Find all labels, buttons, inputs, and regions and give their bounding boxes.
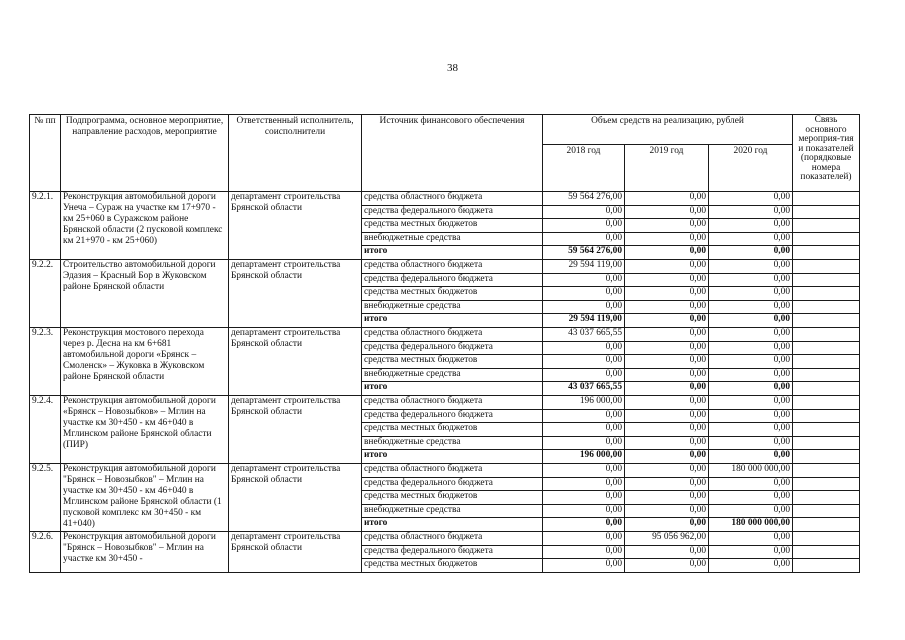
indicator-link — [793, 260, 860, 274]
table-row — [30, 260, 860, 274]
amount-2019: 0,00 — [625, 246, 709, 260]
indicator-link — [793, 464, 860, 478]
amount-2018: 43 037 665,55 — [543, 328, 625, 342]
amount-2018: 0,00 — [543, 518, 625, 532]
amount-2019: 0,00 — [625, 260, 709, 274]
amount-2019: 0,00 — [625, 274, 709, 287]
activity-name: Строительство автомобильной дороги Эдазия – Красный Бор в Жуковском районе Брянской области — [61, 260, 229, 328]
amount-2019: 0,00 — [625, 410, 709, 423]
amount-2019: 0,00 — [625, 437, 709, 450]
amount-2020: 0,00 — [709, 437, 793, 450]
indicator-link — [793, 355, 860, 369]
amount-2019: 0,00 — [625, 206, 709, 219]
amount-2020: 0,00 — [709, 192, 793, 206]
amount-2020: 0,00 — [709, 219, 793, 233]
amount-2018: 29 594 119,00 — [543, 314, 625, 328]
indicator-link — [793, 287, 860, 301]
amount-2020: 0,00 — [709, 423, 793, 437]
activity-name: Реконструкция мостового перехода через р. Десна на км 6+681 автомобильной дороги «Брянск – Смоленск» – Жуковка в Жуковском районе Брянской области — [61, 328, 229, 396]
row-number: 9.2.6. — [30, 532, 61, 573]
activity-name: Реконструкция автомобильной дороги «Брянск – Новозыбков» – Мглин на участке км 30+450 - км 46+040 в Мглинском районе Брянской области (ПИР) — [61, 396, 229, 464]
amount-2018: 0,00 — [543, 274, 625, 287]
amount-2019: 0,00 — [625, 478, 709, 491]
funding-source: средства областного бюджета — [362, 396, 543, 410]
table-row — [30, 328, 860, 342]
amount-2020: 0,00 — [709, 328, 793, 342]
indicator-link — [793, 192, 860, 206]
amount-2019: 0,00 — [625, 505, 709, 518]
funding-source: внебюджетные средства — [362, 369, 543, 382]
amount-2018: 196 000,00 — [543, 450, 625, 464]
amount-2020: 0,00 — [709, 396, 793, 410]
header-program: Подпрограмма, основное мероприятие, направление расходов, мероприятие — [61, 115, 229, 192]
amount-2019: 0,00 — [625, 546, 709, 559]
amount-2020: 0,00 — [709, 260, 793, 274]
executor: департамент строительства Брянской области — [229, 532, 362, 573]
activity-name: Реконструкция автомобильной дороги "Брянск – Новозыбков" – Мглин на участке км 30+450 - км 46+040 в Мглинском районе Брянской области (1 пусковой комплекс км 30+450 - км 41+040) — [61, 464, 229, 532]
amount-2020: 0,00 — [709, 274, 793, 287]
funding-source: средства федерального бюджета — [362, 206, 543, 219]
header-executor: Ответственный исполнитель, соисполнители — [229, 115, 362, 192]
amount-2020: 0,00 — [709, 233, 793, 246]
amount-2019: 0,00 — [625, 314, 709, 328]
funding-source: средства областного бюджета — [362, 532, 543, 546]
indicator-link — [793, 328, 860, 342]
amount-2020: 0,00 — [709, 342, 793, 355]
amount-2018: 0,00 — [543, 410, 625, 423]
indicator-link — [793, 369, 860, 382]
amount-2018: 0,00 — [543, 532, 625, 546]
amount-2018: 59 564 276,00 — [543, 192, 625, 206]
indicator-link — [793, 246, 860, 260]
indicator-link — [793, 423, 860, 437]
amount-2018: 0,00 — [543, 369, 625, 382]
budget-table — [29, 114, 860, 573]
total-label: итого — [362, 450, 543, 464]
amount-2019: 0,00 — [625, 192, 709, 206]
header-volume: Объем средств на реализацию, рублей — [543, 115, 793, 145]
amount-2019: 0,00 — [625, 491, 709, 505]
indicator-link — [793, 410, 860, 423]
amount-2018: 59 564 276,00 — [543, 246, 625, 260]
amount-2019: 0,00 — [625, 328, 709, 342]
amount-2018: 0,00 — [543, 491, 625, 505]
amount-2020: 0,00 — [709, 546, 793, 559]
funding-source: средства федерального бюджета — [362, 342, 543, 355]
funding-source: внебюджетные средства — [362, 505, 543, 518]
row-number: 9.2.4. — [30, 396, 61, 464]
amount-2019: 95 056 962,00 — [625, 532, 709, 546]
amount-2018: 29 594 119,00 — [543, 260, 625, 274]
header-source: Источник финансового обеспечения — [362, 115, 543, 192]
page-number: 38 — [447, 62, 458, 74]
total-label: итого — [362, 246, 543, 260]
total-label: итого — [362, 518, 543, 532]
row-number: 9.2.2. — [30, 260, 61, 328]
amount-2020: 180 000 000,00 — [709, 464, 793, 478]
amount-2018: 0,00 — [543, 478, 625, 491]
indicator-link — [793, 301, 860, 314]
executor: департамент строительства Брянской области — [229, 464, 362, 532]
amount-2019: 0,00 — [625, 355, 709, 369]
header-year-2018: 2018 год — [543, 145, 625, 192]
funding-source: средства федерального бюджета — [362, 478, 543, 491]
amount-2019: 0,00 — [625, 423, 709, 437]
funding-source: средства областного бюджета — [362, 328, 543, 342]
amount-2018: 0,00 — [543, 437, 625, 450]
funding-source: средства местных бюджетов — [362, 559, 543, 573]
table-row — [30, 192, 860, 206]
funding-source: средства областного бюджета — [362, 260, 543, 274]
amount-2019: 0,00 — [625, 450, 709, 464]
amount-2019: 0,00 — [625, 396, 709, 410]
funding-source: средства местных бюджетов — [362, 219, 543, 233]
amount-2020: 0,00 — [709, 206, 793, 219]
amount-2019: 0,00 — [625, 219, 709, 233]
amount-2020: 0,00 — [709, 314, 793, 328]
indicator-link — [793, 518, 860, 532]
amount-2018: 0,00 — [543, 233, 625, 246]
amount-2019: 0,00 — [625, 301, 709, 314]
executor: департамент строительства Брянской области — [229, 192, 362, 260]
funding-source: средства областного бюджета — [362, 192, 543, 206]
row-number: 9.2.3. — [30, 328, 61, 396]
executor: департамент строительства Брянской области — [229, 260, 362, 328]
amount-2018: 0,00 — [543, 206, 625, 219]
amount-2020: 0,00 — [709, 355, 793, 369]
indicator-link — [793, 274, 860, 287]
header-num: № пп — [30, 115, 61, 192]
indicator-link — [793, 437, 860, 450]
row-number: 9.2.5. — [30, 464, 61, 532]
indicator-link — [793, 478, 860, 491]
amount-2018: 0,00 — [543, 355, 625, 369]
funding-source: средства местных бюджетов — [362, 423, 543, 437]
amount-2020: 0,00 — [709, 410, 793, 423]
indicator-link — [793, 382, 860, 396]
amount-2020: 0,00 — [709, 559, 793, 573]
amount-2020: 180 000 000,00 — [709, 518, 793, 532]
funding-source: средства местных бюджетов — [362, 287, 543, 301]
amount-2019: 0,00 — [625, 559, 709, 573]
amount-2018: 196 000,00 — [543, 396, 625, 410]
indicator-link — [793, 532, 860, 546]
amount-2020: 0,00 — [709, 505, 793, 518]
amount-2018: 0,00 — [543, 423, 625, 437]
amount-2019: 0,00 — [625, 464, 709, 478]
amount-2020: 0,00 — [709, 382, 793, 396]
funding-source: средства местных бюджетов — [362, 491, 543, 505]
header-link: Связь основного мероприя-тия и показателей (порядковые номера показателей) — [793, 115, 860, 192]
amount-2020: 0,00 — [709, 301, 793, 314]
amount-2020: 0,00 — [709, 369, 793, 382]
amount-2019: 0,00 — [625, 342, 709, 355]
indicator-link — [793, 546, 860, 559]
amount-2019: 0,00 — [625, 287, 709, 301]
amount-2019: 0,00 — [625, 518, 709, 532]
table-row — [30, 464, 860, 478]
amount-2018: 0,00 — [543, 505, 625, 518]
total-label: итого — [362, 382, 543, 396]
indicator-link — [793, 342, 860, 355]
amount-2020: 0,00 — [709, 478, 793, 491]
amount-2018: 0,00 — [543, 287, 625, 301]
amount-2018: 0,00 — [543, 301, 625, 314]
indicator-link — [793, 206, 860, 219]
amount-2020: 0,00 — [709, 532, 793, 546]
funding-source: внебюджетные средства — [362, 233, 543, 246]
funding-source: внебюджетные средства — [362, 437, 543, 450]
indicator-link — [793, 233, 860, 246]
amount-2018: 0,00 — [543, 559, 625, 573]
indicator-link — [793, 396, 860, 410]
funding-source: средства федерального бюджета — [362, 546, 543, 559]
header-year-2020: 2020 год — [709, 145, 793, 192]
row-number: 9.2.1. — [30, 192, 61, 260]
indicator-link — [793, 505, 860, 518]
activity-name: Реконструкция автомобильной дороги Унеча – Сураж на участке км 17+970 - км 25+060 в Суражском районе Брянской области (2 пусковой комплекс км 21+970 - км 25+060) — [61, 192, 229, 260]
amount-2019: 0,00 — [625, 369, 709, 382]
amount-2020: 0,00 — [709, 450, 793, 464]
amount-2019: 0,00 — [625, 233, 709, 246]
amount-2018: 0,00 — [543, 219, 625, 233]
table-header-row — [30, 115, 860, 145]
indicator-link — [793, 314, 860, 328]
amount-2018: 0,00 — [543, 546, 625, 559]
funding-source: средства федерального бюджета — [362, 410, 543, 423]
amount-2020: 0,00 — [709, 246, 793, 260]
activity-name: Реконструкция автомобильной дороги "Брянск – Новозыбков" – Мглин на участке км 30+450 - — [61, 532, 229, 573]
amount-2018: 0,00 — [543, 464, 625, 478]
executor: департамент строительства Брянской области — [229, 328, 362, 396]
indicator-link — [793, 491, 860, 505]
indicator-link — [793, 559, 860, 573]
funding-source: средства местных бюджетов — [362, 355, 543, 369]
amount-2019: 0,00 — [625, 382, 709, 396]
header-year-2019: 2019 год — [625, 145, 709, 192]
funding-source: средства федерального бюджета — [362, 274, 543, 287]
table-row — [30, 532, 860, 546]
executor: департамент строительства Брянской области — [229, 396, 362, 464]
table-row — [30, 396, 860, 410]
amount-2018: 43 037 665,55 — [543, 382, 625, 396]
total-label: итого — [362, 314, 543, 328]
indicator-link — [793, 450, 860, 464]
amount-2018: 0,00 — [543, 342, 625, 355]
funding-source: средства областного бюджета — [362, 464, 543, 478]
amount-2020: 0,00 — [709, 287, 793, 301]
funding-source: внебюджетные средства — [362, 301, 543, 314]
amount-2020: 0,00 — [709, 491, 793, 505]
indicator-link — [793, 219, 860, 233]
